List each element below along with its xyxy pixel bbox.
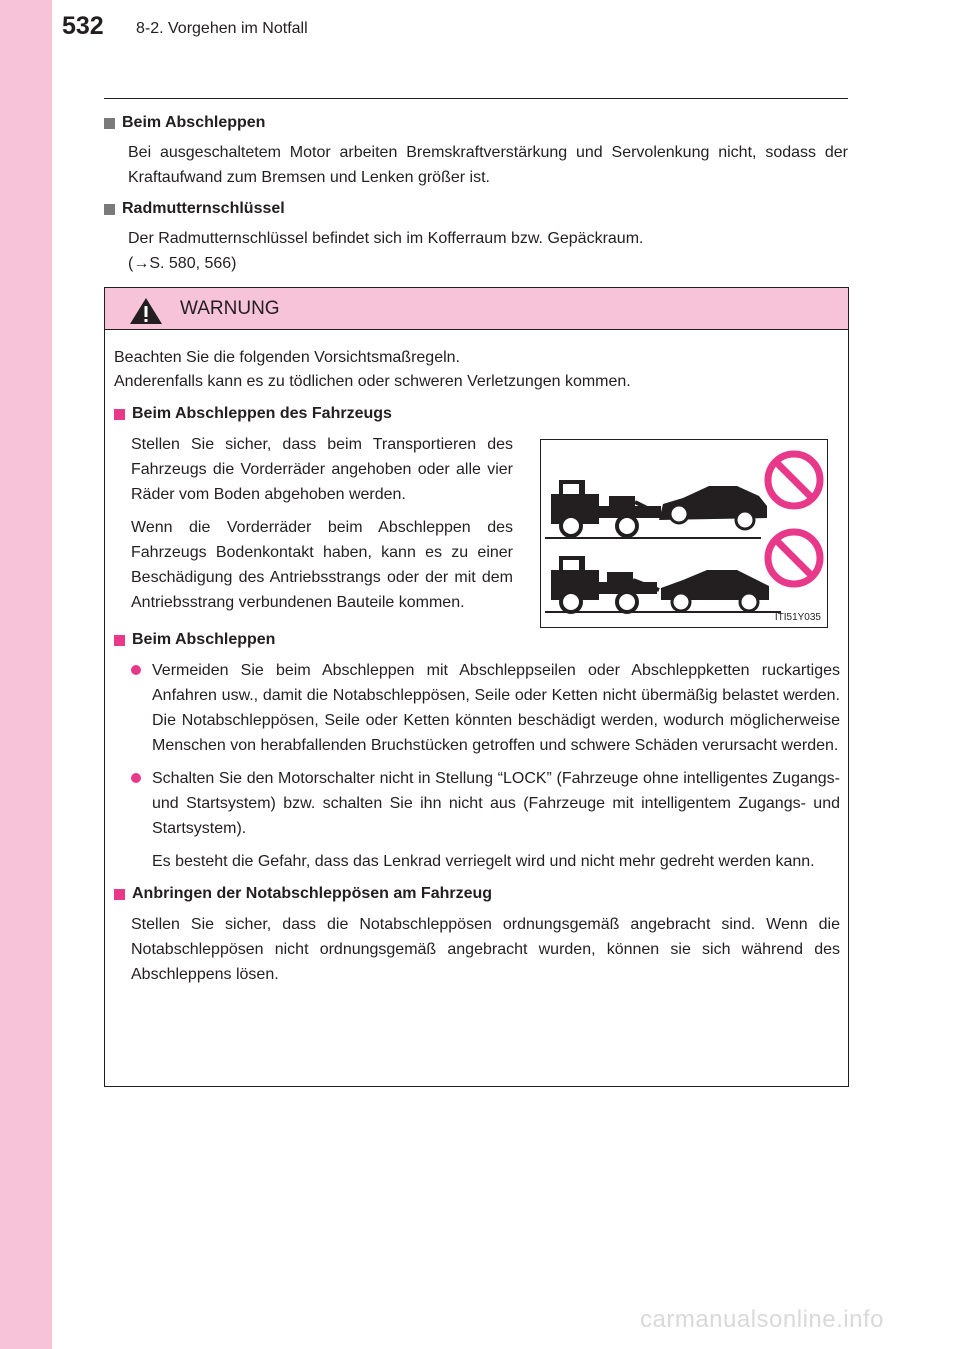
square-bullet-icon xyxy=(104,118,115,129)
warning-intro-2: Anderenfalls kann es zu tödlichen oder schweren Verletzungen kommen. xyxy=(114,373,631,390)
warning-heading-tow-eyelets xyxy=(114,882,840,906)
warning-heading-towing xyxy=(114,628,840,652)
page-number: 532 xyxy=(62,12,104,40)
bullet-note: Es besteht die Gefahr, dass das Lenkrad verriegelt wird und nicht mehr gedreht werden kann. xyxy=(152,853,815,870)
warning-box xyxy=(104,287,849,1087)
warning-body xyxy=(105,330,848,987)
prohibited-sign-bottom-icon xyxy=(768,532,820,584)
tow-truck-illustration xyxy=(541,440,827,627)
bullet-text: Vermeiden Sie beim Abschleppen mit Abschleppseilen oder Abschleppketten ruckartiges Anfahren usw., damit die Notabschleppösen, Seile oder Ketten nicht übermäßig belastet werden. Die Notabschleppösen, Seile oder Ketten könnten beschädigt werden, wodurch möglicherweise Menschen von herabfallenden Bruchstücken getroffen und schwere Schäden verursacht werden. xyxy=(152,662,840,754)
warning-triangle-icon xyxy=(129,297,163,325)
heading-text: Beim Abschleppen xyxy=(132,631,276,648)
towing-illustration xyxy=(540,439,828,628)
bullet-dot-icon xyxy=(131,773,141,783)
header-rule xyxy=(104,98,848,99)
towing-text-figure-row xyxy=(114,432,840,628)
warning-heading-vehicle-towing xyxy=(114,402,840,426)
intro-section xyxy=(104,112,848,284)
heading-text: Anbringen der Notabschleppösen am Fahrzeug xyxy=(132,885,493,902)
tow-truck-top-icon xyxy=(545,480,767,538)
square-bullet-icon xyxy=(104,204,115,215)
intro-heading-wrench xyxy=(104,198,848,220)
page-sidebar-band xyxy=(0,0,52,1349)
intro-text-wrench: Der Radmutternschlüssel befindet sich im Kofferraum bzw. Gepäckraum. xyxy=(128,230,644,247)
prohibited-sign-top-icon xyxy=(768,454,820,506)
towing-paragraph-1: Stellen Sie sicher, dass beim Transportieren des Fahrzeugs die Vorderräder angehoben oder alle vier Räder vom Boden abgehoben werden. xyxy=(131,436,513,503)
towing-paragraph-2: Wenn die Vorderräder beim Abschleppen des Fahrzeugs Bodenkontakt haben, kann es zu einer Beschädigung des Antriebsstrangs oder der mit dem Antriebsstrang verbundenen Bauteile kommen. xyxy=(131,519,513,611)
watermark: carmanualsonline.info xyxy=(640,1306,884,1333)
tow-truck-bottom-icon xyxy=(545,556,781,612)
towing-text-column xyxy=(131,432,513,628)
heading-text: Beim Abschleppen des Fahrzeugs xyxy=(132,405,392,422)
intro-heading-towing xyxy=(104,112,848,134)
square-bullet-icon xyxy=(114,409,125,420)
warning-title: WARNUNG xyxy=(180,298,280,319)
warning-intro-1: Beachten Sie die folgenden Vorsichtsmaßregeln. xyxy=(114,349,460,366)
square-bullet-icon xyxy=(114,635,125,646)
heading-text: Beim Abschleppen xyxy=(122,114,266,131)
bullet-text: Schalten Sie den Motorschalter nicht in Stellung “LOCK” (Fahrzeuge ohne intelligentes Zugangs- und Startsystem) bzw. schalten Sie ihn nicht aus (Fahrzeuge mit intelligentem Zugangs- und Startsystem). xyxy=(152,770,840,837)
bullet-item xyxy=(131,766,840,841)
warning-header xyxy=(105,288,848,330)
intro-text-towing: Bei ausgeschaltetem Motor arbeiten Bremskraftverstärkung und Servolenkung nicht, sodass der Kraftaufwand zum Bremsen und Lenken größer ist. xyxy=(128,144,848,186)
figure-code: ITI51Y035 xyxy=(774,612,821,623)
heading-text: Radmutternschlüssel xyxy=(122,200,285,217)
tow-eyelet-paragraph: Stellen Sie sicher, dass die Notabschleppösen ordnungsgemäß angebracht sind. Wenn die Notabschleppösen nicht ordnungsgemäß angebracht wurden, können sie sich während des Abschleppens lösen. xyxy=(131,916,840,983)
bullet-item xyxy=(131,658,840,758)
bullet-dot-icon xyxy=(131,665,141,675)
intro-text-wrench-ref: (→S. 580, 566) xyxy=(128,255,237,272)
section-title: 8-2. Vorgehen im Notfall xyxy=(136,20,308,37)
square-bullet-icon xyxy=(114,889,125,900)
